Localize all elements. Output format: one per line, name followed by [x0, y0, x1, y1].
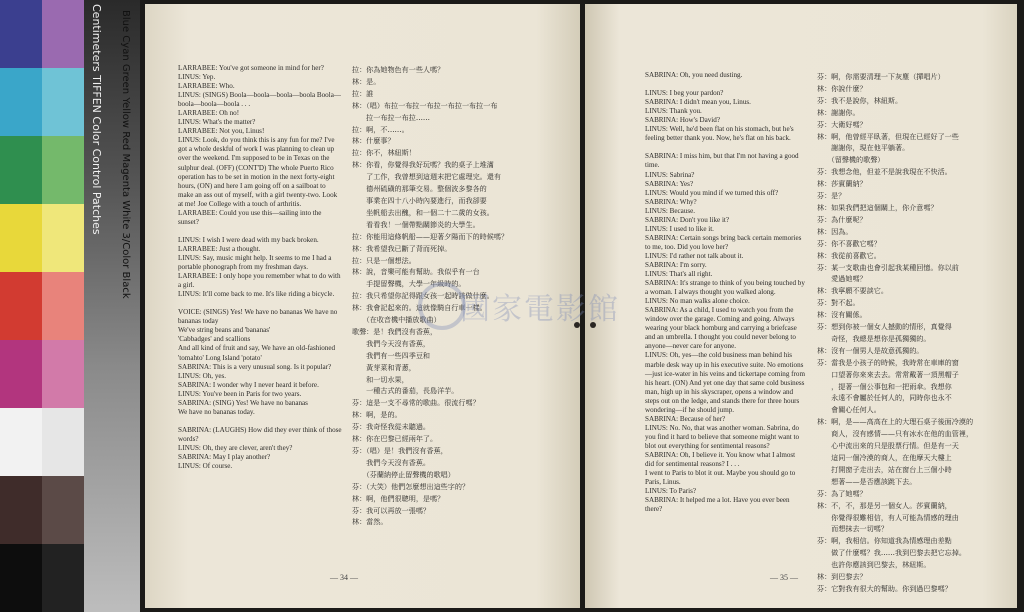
color-card-labels: Blue Cyan Green Yellow Red Magenta White 3/Color Black: [120, 10, 131, 299]
color-swatch: [0, 136, 42, 204]
color-swatch: [42, 476, 84, 544]
chinese-line: 看看我！一個帶點關節炎的大學生。: [352, 219, 480, 229]
chinese-line: 謝謝你，現在他平躺著。: [817, 143, 910, 153]
color-swatch: [42, 408, 84, 476]
chinese-line: 奇怪，我總是想你是孤獨獨的。: [817, 333, 931, 343]
chinese-line: 拉：只是一個想法。: [352, 255, 416, 265]
color-swatch: [42, 340, 84, 408]
chinese-line: 林：沒有一個男人是故意孤獨的。: [817, 345, 924, 355]
chinese-line: 會關心任何人。: [817, 405, 881, 415]
right-chinese-column: [817, 71, 1012, 593]
chinese-line: 芬：當我是小孩子的時候，我時常在車庫的窗: [817, 357, 959, 367]
color-swatch: [42, 272, 84, 340]
chinese-line: 德州硫磺的那筆交易。整個波多黎各的: [352, 184, 487, 194]
color-card-brand-text: Centimeters TIFFEN Color Control Patches: [90, 4, 103, 235]
chinese-line: 手提留聲機，大學一年級時的。: [352, 279, 466, 289]
color-swatch: [42, 0, 84, 68]
chinese-line: 也許你應該到巴黎去，林紐斯。: [817, 560, 931, 570]
chinese-line: 林：我從前喜歡它。: [817, 250, 881, 260]
chinese-line: 芬：它對我有很大的幫助。你到過巴黎嗎？: [817, 583, 952, 593]
color-swatch: [0, 476, 42, 544]
chinese-line: 永遠不會屬於任何人的，同時你也永不: [817, 393, 952, 403]
color-swatch: [0, 408, 42, 476]
color-swatch: [0, 204, 42, 272]
watermark-text: 國家電影館: [460, 292, 620, 327]
chinese-line: 拉：我只希望你記得跟女孩一起時該做什麼。: [352, 291, 494, 301]
chinese-line: 芬：大衛好嗎？: [817, 119, 867, 129]
chinese-line: 拉：你能用這條帆船——迎著夕陽而下的時候嗎？: [352, 231, 509, 241]
chinese-line: 我們有一些四季豆和: [352, 350, 431, 360]
chinese-line: 林：啊，是——高高在上的大理石桌子後面冷漠的: [817, 417, 974, 427]
chinese-line: 林：當然。: [352, 517, 388, 527]
chinese-line: 林：我希望我已斷了背而死掉。: [352, 243, 452, 253]
chinese-line: 林：說，音樂可能有幫助。我似乎有一台: [352, 267, 480, 277]
chinese-line: 心中流出來的只是股票行情。但是有一天: [817, 441, 959, 451]
chinese-line: 我們今天沒有香蕉。: [352, 457, 431, 467]
chinese-line: 芬：你不喜歡它嗎？: [817, 238, 881, 248]
chinese-line: 林：啊，他曾經平臥著，但現在已經好了一些: [817, 131, 959, 141]
chinese-line: （留聲機的歌聲）: [817, 155, 885, 165]
chinese-line: 林：是。: [352, 76, 381, 86]
chinese-line: 事業在四十八小時內要進行，而我卻要: [352, 195, 487, 205]
chinese-line: 林：不，不，那是另一個女人。莎賓蘭納，: [817, 500, 952, 510]
color-swatch: [0, 0, 42, 68]
chinese-line: 口望著你來來去去。常常戴著一頂黑帽子: [817, 369, 959, 379]
chinese-line: 林：到巴黎去？: [817, 572, 867, 582]
chinese-line: 林：謝謝你。: [817, 107, 860, 117]
chinese-line: 林：啊，是的。: [352, 410, 402, 420]
color-swatch: [0, 68, 42, 136]
color-swatch: [42, 136, 84, 204]
chinese-line: 芬：啊，我相信。你知道我為情感理由差點: [817, 536, 952, 546]
chinese-line: 芬：為什麼呢？: [817, 214, 867, 224]
chinese-line: 做了什麼嗎？我……我到巴黎去把它忘掉。: [817, 548, 966, 558]
chinese-line: 林：啊，他們很聰明，是嗎？: [352, 493, 445, 503]
page-number-left: — 34 —: [330, 573, 358, 582]
chinese-line: 芬：我奇怪我從未聽過。: [352, 422, 431, 432]
chinese-line: 林：我寧願不要談它。: [817, 286, 888, 296]
chinese-line: （芬蘭納停止留聲機的歌唱）: [352, 469, 455, 479]
chinese-line: 林：你說什麼？: [817, 83, 867, 93]
chinese-line: 芬：（大笑）他們怎麼想出這些字的？: [352, 481, 470, 491]
chinese-line: 林：沒有關係。: [817, 310, 867, 320]
chinese-line: 芬：為了她嗎？: [817, 488, 867, 498]
chinese-line: 芬：我想念他，但並不是說我現在不快活。: [817, 167, 952, 177]
color-swatch: [0, 272, 42, 340]
color-swatch: [42, 68, 84, 136]
chinese-line: 我們今天沒有香蕉，: [352, 338, 431, 348]
chinese-line: 一種古式的番茄，長島洋芋。: [352, 386, 459, 396]
chinese-line: 芬：（唱）是！我們沒有香蕉，: [352, 446, 448, 455]
watermark-logo: [418, 282, 466, 330]
chinese-line: 坐帆船去出醜，和一個二十二歲的女孩。: [352, 207, 494, 217]
chinese-line: 拉：誰: [352, 88, 374, 98]
chinese-line: 這同一個冷漠的商人，在他摩天大樓上: [817, 453, 952, 462]
chinese-line: 芬：是？: [817, 191, 846, 201]
chinese-line: 芬：啊，你需要清理一下灰塵（撣唱片）: [817, 72, 945, 81]
chinese-line: 林：（唱）布拉一布拉一布拉一布拉一布拉一布: [352, 100, 498, 110]
chinese-line: 林：我會記起來的。這就像騎自行車一樣。: [352, 303, 487, 313]
chinese-line: 林：你在巴黎已經兩年了。: [352, 434, 438, 444]
chinese-line: 芬：某一支歌曲也會引起我某種回憶。你以前: [817, 262, 959, 272]
chinese-line: 芬：我可以再放一張嗎？: [352, 505, 431, 515]
chinese-line: 拉：你為她物色有一些人嗎？: [352, 65, 445, 74]
chinese-line: 想著——是否應該跳下去。: [817, 476, 917, 486]
chinese-line: 拉：啊，不……。: [352, 124, 409, 134]
chinese-line: 芬：我不是說你，林紐斯。: [817, 95, 903, 105]
chinese-line: 芬：對不起。: [817, 298, 860, 308]
chinese-line: 歌聲：是！我們沒有香蕉，: [352, 326, 438, 336]
chinese-line: 而想抹去一切嗎？: [817, 524, 888, 534]
chinese-line: 芬：想到你被一個女人撼動的情形，真覺得: [817, 322, 952, 332]
chinese-line: 林：如果我們把這個關上，你介意嗎？: [817, 202, 938, 212]
page-number-right: — 35 —: [770, 573, 798, 582]
right-page: [585, 4, 1017, 608]
color-swatch: [42, 544, 84, 612]
chinese-line: 了工作，我曾想到這週末把它處理完。還有: [352, 172, 501, 182]
chinese-line: ，提著一個公事包和一把雨傘。我想你: [817, 381, 952, 391]
chinese-line: 芬：這是一支不尋常的歌曲。很流行嗎？: [352, 398, 480, 408]
chinese-line: 林：你看，你覺得我好玩嗎？我的桌子上堆滿: [352, 160, 494, 170]
right-english-column: SABRINA: Oh, you need dusting. LINUS: I beg your pardon? SABRINA: I didn't mean you, Linus. LINUS: Thank you. SABRINA: How's David? LINUS: Well, he'd been flat on his stomach, but he's feeling better thank you. Now, he's flat on his back. SABRINA: I miss him, but that I'm not having a good time. LINUS: Sabrina? SABRINA: Yes? LINUS: Would you mind if we turned this off? SABRINA: Why? LINUS: Because. SABRINA: Don't you like it? LINUS: I used to like it. SABRINA: Certain songs bring back certain memories to me, too. Did you love her? LINUS: I'd rather not talk about it. SABRINA: I'm sorry. LINUS: That's all right. SABRINA: It's strange to think of you being touched by a woman. I always thought you walked along. LINUS: No man walks alone choice. SABRINA: As a child, I used to watch you from the window over the garage. Coming and going. Always wearing your black homburg and carrying a briefcase and an umbrella. I thought you could never belong to anyone—never care for anyone. LINUS: Oh, yes—the cold business man behind his marble desk way up in his executive suite. No emotions—just ice-water in his veins and tickertape coming from his heart. (ON) And yet one day that same cold business man, high up in his skyscraper, opens a window and steps out on the ledge, and stands there for three hours wondering—if he should jump. SABRINA: Because of her? LINUS: No. No, that was another woman. Sabrina, do you find it hard to believe that someone might want to blot out everything for sentimental reasons? SABRINA: Oh, I believe it. You know what I almost did for sentimental reasons? I . . . I went to Paris to blot it out. Maybe you should go to Paris, Linus. LINUS: To Paris? SABRINA: It helped me a lot. Have you ever been there?: [645, 71, 805, 514]
left-english-column: LARRABEE: You've got someone in mind for her? LINUS: Yep. LARRABEE: Who. LINUS: (SINGS) Boola—boola—boola—boola Boola—boola—boola—boola . . . LARRABEE: Oh no! LINUS: What's the matter? LARRABEE: Not you, Linus! LINUS: Look, do you think this is any fun for me? I've got a whole deskful of work I was planning to clean up over the weekend. I'm supposed to be in Texas on the sulphur deal. (OFF) (CONT'D) The whole Puerto Rico operation has to be set in motion in the next forty-eight hours, (ON) and here I am going off on a sailboat to make an ass out of myself, with a girl twenty-two. Look at me! Joe College with a touch of arthritis. LARRABEE: Could you use this—sailing into the sunset? LINUS: I wish I were dead with my back broken. LARRABEE: Just a thought. LINUS: Say, music might help. It seems to me I had a portable phonograph from my freshman days. LARRABEE: I only hope you remember what to do with a girl. LINUS: It'll come back to me. It's like riding a bicycle. VOICE: (SINGS) Yes! We have no bananas We have no bananas today We've string beans and 'bananas' 'Cabbadges' and scallions And all kind of fruit and say, We have an old-fashioned 'tomahto' Long Island 'potato' SABRINA: This is a very unusual song. Is it popular? LINUS: Oh, yes. SABRINA: I wonder why I never heard it before. LINUS: You've been in Paris for two years. SABRINA: (SING) Yes! We have no bananas We have no bananas today. SABRINA: (LAUGHS) How did they ever think of those words? LINUS: Oh, they are clever, aren't they? SABRINA: May I play another? LINUS: Of course.: [178, 64, 342, 471]
color-swatch: [42, 204, 84, 272]
chinese-line: 和一切水果，: [352, 374, 409, 384]
color-swatch: [0, 340, 42, 408]
chinese-line: 拉一布拉一布拉……: [352, 112, 431, 122]
chinese-line: 林：什麼事？: [352, 136, 395, 146]
chinese-line: （在收音機中播放歌曲）: [352, 315, 441, 325]
color-control-patches: [0, 0, 84, 612]
chinese-line: 愛過她嗎？: [817, 274, 867, 284]
chinese-line: 商人，沒有感情——只有冰水在他的血管裡，: [817, 429, 974, 439]
chinese-line: 林：因為。: [817, 226, 853, 236]
color-swatch: [0, 544, 42, 612]
chinese-line: 林：莎賓蘭納？: [817, 179, 867, 189]
chinese-line: 黃芽菜和青蔥，: [352, 362, 416, 372]
chinese-line: 打開窗子走出去，站在窗台上三個小時: [817, 464, 952, 474]
chinese-line: 你覺得很難相信，有人可能為情感的理由: [817, 512, 959, 522]
chinese-line: 拉：你不，林紐斯！: [352, 148, 416, 158]
